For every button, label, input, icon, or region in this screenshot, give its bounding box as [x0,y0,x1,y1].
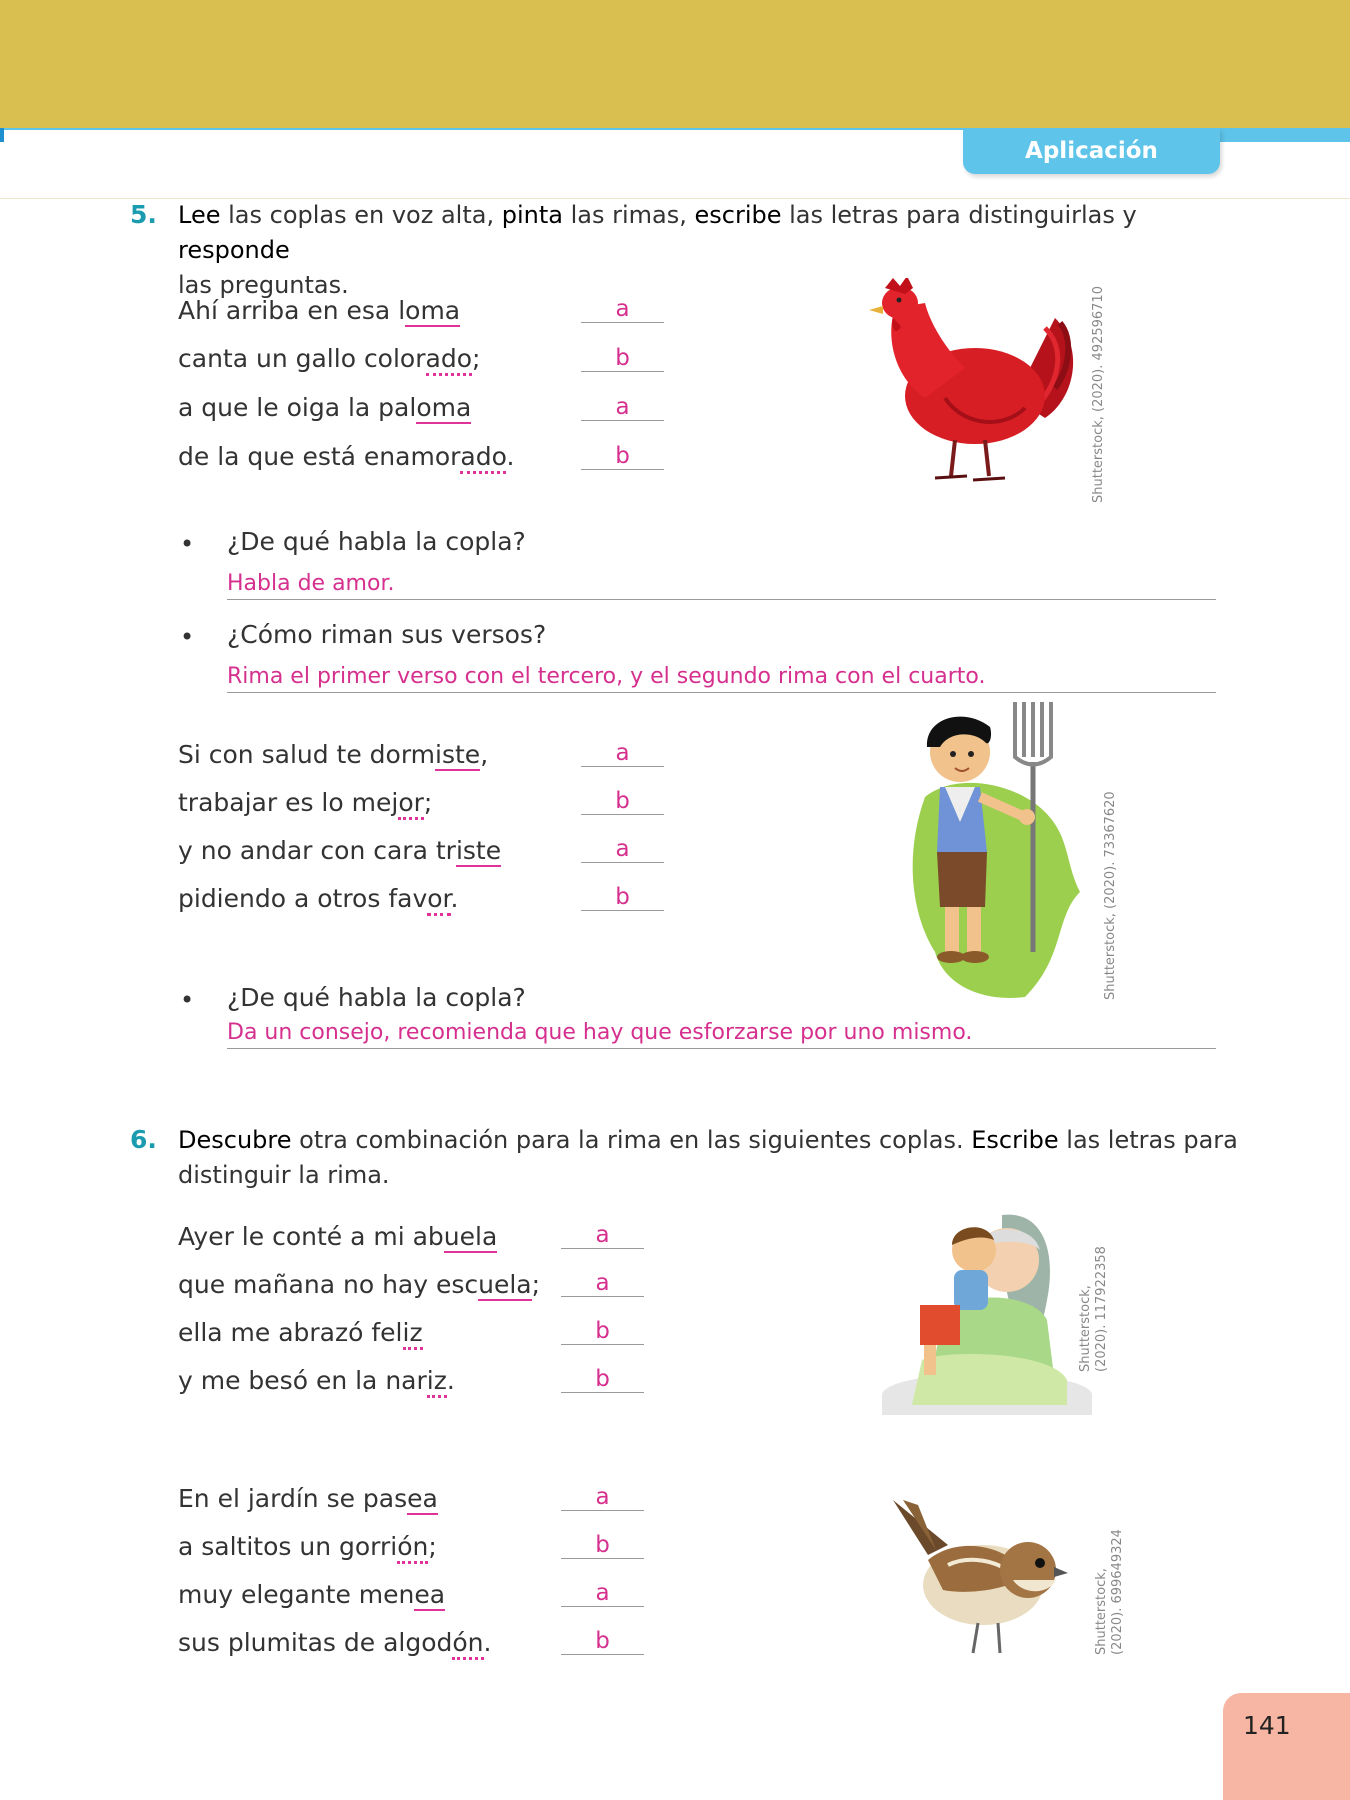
credit-line-2: (2020). 699649324 [1110,1529,1125,1655]
exercise-6-instruction [178,1123,1238,1193]
rhyme-letter-field[interactable]: b [561,1318,644,1345]
verse-text: En el jardín se pas [178,1484,408,1513]
rhyme-letter-field[interactable]: a [561,1270,644,1297]
instr-text: las letras para [1058,1126,1238,1154]
verb-escribe: escribe [694,201,782,229]
rhyme-letter-field[interactable]: a [581,394,664,421]
rhyme-letter-field[interactable]: a [561,1580,644,1607]
verse-text: sus plumitas de algod [178,1628,453,1657]
rhyme-mark: iste [455,836,502,865]
question-text: ¿De qué habla la copla? [227,527,526,556]
rhyme-letter-field[interactable]: b [581,788,664,815]
rhyme-letter-field[interactable]: b [561,1366,644,1393]
copla3-verse [178,1222,497,1251]
rhyme-mark: oma [405,296,461,325]
copla3-verse [178,1270,540,1299]
rhyme-letter-field[interactable]: b [581,884,664,911]
verb-escribe: Escribe [971,1126,1059,1154]
rhyme-letter-field[interactable]: a [561,1222,644,1249]
copla4-verse [178,1484,438,1513]
verse-text: Si con salud te dorm [178,740,436,769]
verse-punct: . [506,442,515,471]
verse-punct: . [446,1366,455,1395]
answer-line[interactable]: Rima el primer verso con el tercero, y el segundo rima con el cuarto. [227,662,1216,693]
verse-punct: . [450,884,459,913]
verse-text: pidiendo a otros fav [178,884,428,913]
verse-text: canta un gallo color [178,344,426,373]
copla1-verse [178,344,480,373]
exercise-5-number: 5. [130,200,157,229]
section-tab: Aplicación [963,128,1220,174]
copla4-verse [178,1580,445,1609]
verse-text: que mañana no hay esc [178,1270,479,1299]
image-credit-sparrow [1094,1529,1126,1655]
verse-text: ella me abrazó fel [178,1318,403,1347]
rhyme-mark: iz [403,1318,423,1350]
boy-farmer-image [905,702,1090,1002]
verse-text: Ahí arriba en esa l [178,296,406,325]
copla2-verse [178,884,458,913]
verb-pinta: pinta [501,201,563,229]
rhyme-mark: oma [416,393,472,422]
answer-line[interactable]: Habla de amor. [227,569,1216,600]
grandma-child-image [882,1210,1097,1415]
verb-descubre: Descubre [178,1126,292,1154]
instr-text: otra combinación para la rima en las siguientes coplas. [291,1126,972,1154]
rhyme-letter-field[interactable]: a [581,296,664,323]
instr-text: las preguntas. [178,271,349,299]
answer-line[interactable]: Da un consejo, recomienda que hay que esforzarse por uno mismo. [227,1018,1216,1049]
copla1-verse [178,296,460,325]
verse-text: muy elegante men [178,1580,415,1609]
verse-punct: ; [471,344,481,373]
credit-line-1: Shutterstock, [1094,1568,1109,1655]
header-band [0,0,1350,128]
copla1-verse [178,442,514,471]
page-number-box [1223,1693,1350,1800]
rhyme-mark: ea [407,1484,438,1513]
copla4-verse [178,1532,437,1561]
bullet: • [180,530,195,558]
copla1-verse [178,393,471,422]
verb-responde: responde [178,236,290,264]
rhyme-letter-field[interactable]: b [561,1532,644,1559]
exercise-6-number: 6. [130,1125,157,1154]
instr-text: las coplas en voz alta, [220,201,502,229]
verse-punct: ; [531,1270,541,1299]
rhyme-mark: or [398,788,424,820]
sparrow-image [888,1495,1078,1660]
rhyme-letter-field[interactable]: a [581,836,664,863]
page-number: 141 [1243,1711,1291,1740]
image-credit-rooster: Shutterstock, (2020). 492596710 [1091,286,1106,503]
credit-line-1: Shutterstock, [1078,1285,1093,1372]
bullet: • [180,986,195,1014]
header-white-strip [4,130,964,142]
rhyme-letter-field[interactable]: b [581,443,664,470]
rhyme-mark: ea [414,1580,446,1609]
question-text: ¿Cómo riman sus versos? [227,620,547,649]
rhyme-mark: ón [397,1532,428,1564]
rhyme-mark: iste [435,740,481,769]
rhyme-letter-field[interactable]: a [561,1484,644,1511]
instr-text: distinguir la rima. [178,1161,390,1189]
copla2-verse [178,836,501,865]
verse-text: a saltitos un gorri [178,1532,398,1561]
image-credit-boy: Shutterstock, (2020). 73367620 [1103,791,1118,1000]
verb-lee: Lee [178,201,221,229]
instr-text: las letras para distinguirlas y [781,201,1137,229]
rhyme-mark: uela [478,1270,532,1299]
instr-text: las rimas, [562,201,695,229]
rhyme-mark: uela [443,1222,498,1251]
copla2-verse [178,740,488,769]
verse-punct: . [483,1628,492,1657]
image-credit-grandma [1078,1246,1110,1372]
verse-text: y me besó en la nar [178,1366,427,1395]
rhyme-mark: or [427,884,450,916]
question-text: ¿De qué habla la copla? [227,983,526,1012]
verse-text: y no andar con cara tr [178,836,456,865]
rhyme-mark: ón [452,1628,483,1660]
verse-text: trabajar es lo mej [178,788,399,817]
rooster-image [855,278,1080,493]
copla3-verse [178,1318,423,1347]
rhyme-letter-field[interactable]: b [561,1628,644,1655]
verse-punct: ; [428,1532,437,1561]
copla3-verse [178,1366,455,1395]
copla4-verse [178,1628,491,1657]
verse-text: Ayer le conté a mi ab [178,1222,444,1251]
copla2-verse [178,788,432,817]
verse-punct: ; [423,788,433,817]
rhyme-letter-field[interactable]: b [581,345,664,372]
rhyme-mark: ado [460,442,506,474]
rhyme-mark: iz [427,1366,447,1398]
bullet: • [180,623,195,651]
rhyme-mark: ado [426,344,472,376]
verse-text: de la que está enamor [178,442,461,471]
rhyme-letter-field[interactable]: a [581,740,664,767]
verse-punct: , [480,740,489,769]
credit-line-2: (2020). 117922358 [1094,1246,1109,1372]
verse-text: a que le oiga la pal [178,393,417,422]
